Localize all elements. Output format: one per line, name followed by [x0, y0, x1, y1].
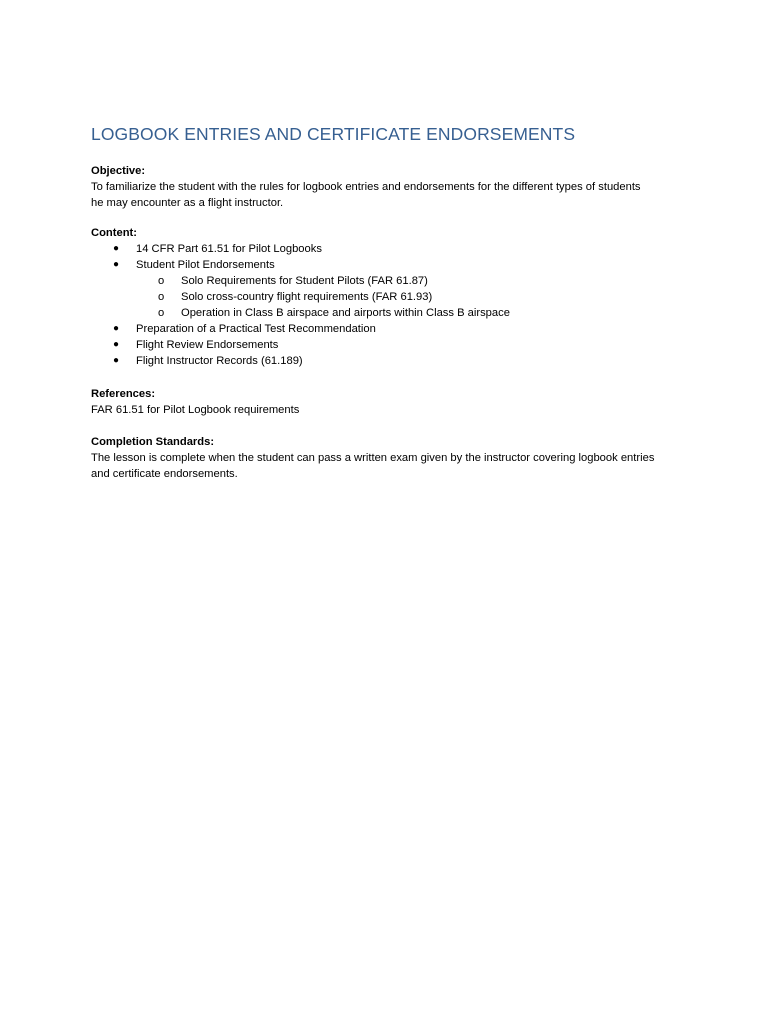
bullet-icon: ● — [113, 355, 120, 366]
list-item-text: Flight Instructor Records (61.189) — [136, 355, 303, 367]
completion-line-1: The lesson is complete when the student can pass a written exam given by the instructor covering logbook entries — [91, 452, 655, 464]
completion-section — [91, 434, 691, 482]
bullet-icon: ● — [113, 259, 120, 270]
sub-list-item-text: Solo Requirements for Student Pilots (FAR 61.87) — [181, 275, 428, 287]
bullet-icon: ● — [113, 339, 120, 350]
sub-list-item-text: Operation in Class B airspace and airports within Class B airspace — [181, 307, 510, 319]
content-sublist — [136, 273, 691, 321]
list-item — [91, 257, 691, 321]
objective-section — [91, 163, 691, 211]
sub-list-item — [91, 289, 691, 305]
objective-line-2: he may encounter as a flight instructor. — [91, 197, 284, 209]
references-heading: References: — [91, 388, 156, 400]
bullet-icon: ● — [113, 243, 120, 254]
sub-bullet-icon: o — [158, 275, 165, 287]
list-item — [91, 321, 691, 337]
list-item-text: Flight Review Endorsements — [136, 339, 279, 351]
list-item — [91, 241, 691, 257]
sub-list-item — [91, 273, 691, 289]
content-list — [91, 241, 691, 369]
content-section — [91, 225, 691, 369]
document-title: LOGBOOK ENTRIES AND CERTIFICATE ENDORSEMENTS — [91, 124, 576, 144]
list-item — [91, 337, 691, 353]
completion-heading: Completion Standards: — [91, 436, 215, 448]
references-text: FAR 61.51 for Pilot Logbook requirements — [91, 404, 300, 416]
objective-heading: Objective: — [91, 165, 146, 177]
list-item-text: 14 CFR Part 61.51 for Pilot Logbooks — [136, 243, 322, 255]
list-item — [91, 353, 691, 369]
list-item-text: Preparation of a Practical Test Recommendation — [136, 323, 376, 335]
sub-bullet-icon: o — [158, 307, 165, 319]
sub-list-item — [91, 305, 691, 321]
content-heading: Content: — [91, 227, 137, 239]
objective-line-1: To familiarize the student with the rules for logbook entries and endorsements for the different types of students — [91, 181, 641, 193]
references-section — [91, 386, 691, 418]
sub-bullet-icon: o — [158, 291, 165, 303]
bullet-icon: ● — [113, 323, 120, 334]
completion-line-2: and certificate endorsements. — [91, 468, 238, 480]
list-item-text: Student Pilot Endorsements — [136, 259, 275, 271]
sub-list-item-text: Solo cross-country flight requirements (FAR 61.93) — [181, 291, 433, 303]
